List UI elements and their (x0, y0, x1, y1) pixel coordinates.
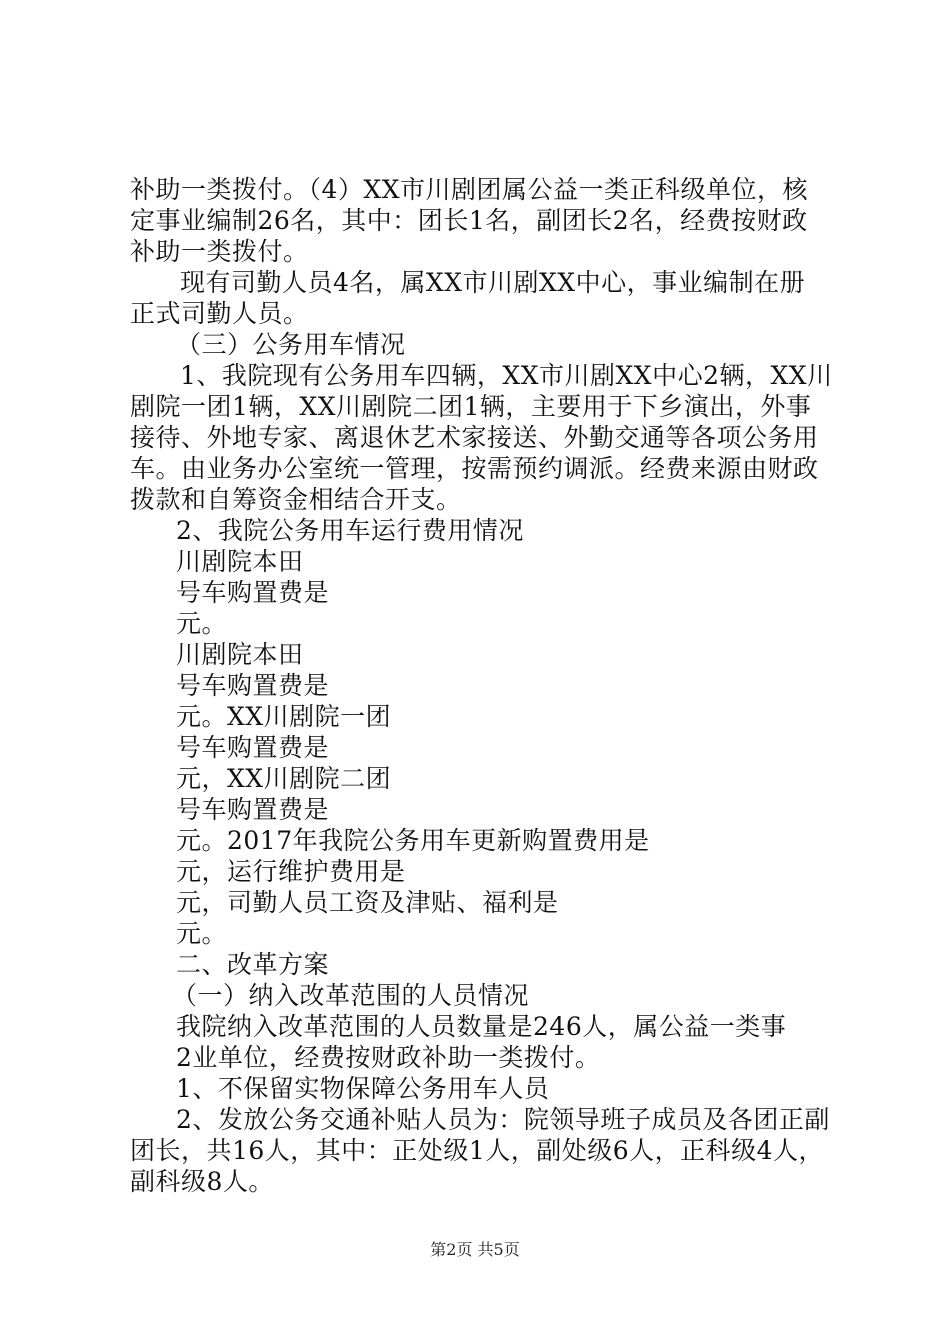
section-heading: 二、改革方案 (176, 950, 330, 979)
text-line: 川剧院本田 (176, 547, 304, 576)
text-line: 元，运行维护费用是 (176, 857, 406, 886)
text-line: 元。2017年我院公务用车更新购置费用是 (176, 826, 650, 855)
text-line: 元。 (176, 609, 228, 638)
text-line: 副科级8人。 (130, 1167, 274, 1196)
text-line: 团长，共16人，其中：正处级1人，副处级6人，正科级4人， (130, 1136, 825, 1165)
text-line: 元。XX川剧院一团 (176, 702, 392, 731)
page-number: 第2页 共5页 (430, 1240, 520, 1259)
text-line: 定事业编制26名，其中：团长1名，副团长2名，经费按财政 (130, 206, 808, 235)
text-line: 号车购置费是 (176, 733, 330, 762)
text-line: 号车购置费是 (176, 795, 330, 824)
text-line: 拨款和自筹资金相结合开支。 (130, 485, 462, 514)
text-line: 号车购置费是 (176, 671, 330, 700)
text-line: 我院纳入改革范围的人员数量是246人，属公益一类事 (176, 1012, 787, 1041)
page-footer (0, 1240, 950, 1260)
text-line: 补助一类拨付。（4）XX市川剧团属公益一类正科级单位，核 (130, 175, 809, 204)
text-line: 川剧院本田 (176, 640, 304, 669)
text-line: 1、不保留实物保障公务用车人员 (176, 1074, 550, 1103)
section-heading: （一）纳入改革范围的人员情况 (172, 981, 530, 1010)
text-line: 接待、外地专家、离退休艺术家接送、外勤交通等各项公务用 (130, 423, 819, 452)
text-line: 元。 (176, 919, 228, 948)
text-line: 元，司勤人员工资及津贴、福利是 (176, 888, 559, 917)
text-line: 正式司勤人员。 (130, 299, 309, 328)
text-line: 现有司勤人员4名，属XX市川剧XX中心，事业编制在册 (180, 268, 806, 297)
text-line: 元，XX川剧院二团 (176, 764, 392, 793)
text-line: 2、我院公务用车运行费用情况 (176, 516, 524, 545)
text-line: 车。由业务办公室统一管理，按需预约调派。经费来源由财政 (130, 454, 819, 483)
text-line: 1、我院现有公务用车四辆，XX市川剧XX中心2辆，XX川 (180, 361, 833, 390)
text-line: 2、发放公务交通补贴人员为：院领导班子成员及各团正副 (176, 1105, 830, 1134)
text-line: 补助一类拨付。 (130, 237, 309, 266)
section-heading: （三）公务用车情况 (176, 330, 406, 359)
text-line: 剧院一团1辆，XX川剧院二团1辆，主要用于下乡演出，外事 (130, 392, 812, 421)
text-line: 2业单位，经费按财政补助一类拨付。 (176, 1043, 601, 1072)
text-line: 号车购置费是 (176, 578, 330, 607)
